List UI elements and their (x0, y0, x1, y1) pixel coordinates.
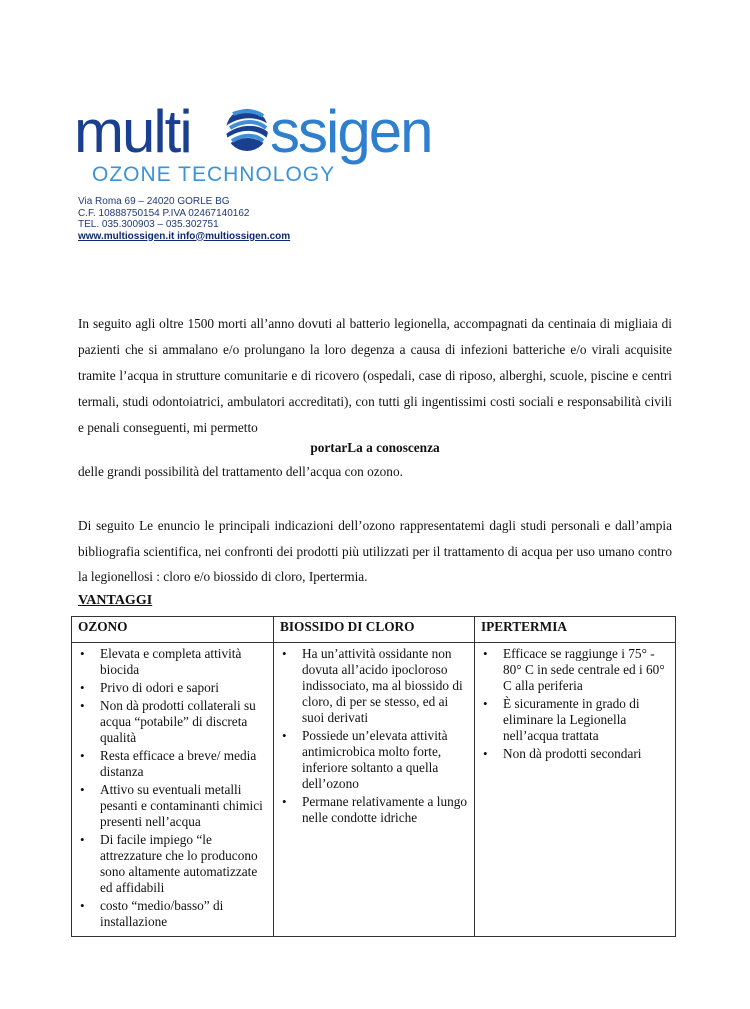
intro-continuation: delle grandi possibilità del trattamento dell’acqua con ozono. (78, 464, 403, 479)
company-logo (70, 92, 470, 187)
biossido-list (278, 646, 470, 826)
cell-biossido (274, 643, 475, 937)
address-phones: TEL. 035.300903 – 035.302751 (78, 219, 219, 230)
address-block (78, 196, 290, 242)
list-item: • Resta efficace a breve/ media distanza (76, 748, 269, 780)
list-item: • Attivo su eventuali metalli pesanti e contaminanti chimici presenti nell’acqua (76, 782, 269, 830)
list-item: • Di facile impiego “le attrezzature che lo producono sono altamente automatizzate ed affidabili (76, 832, 269, 896)
table-row (72, 643, 676, 937)
list-item: • È sicuramente in grado di eliminare la Legionella nell’acqua trattata (479, 696, 671, 744)
emphasis-line: portarLa a conoscenza (310, 440, 440, 455)
list-item: • Privo di odori e sapori (76, 680, 269, 696)
list-item: • costo “medio/basso” di installazione (76, 898, 269, 930)
intro-paragraph: In seguito agli oltre 1500 morti all’anno dovuti al batterio legionella, accompagnati da centinaia di migliaia di pazienti che si ammalano e/o prolungano la loro degenza a causa di infezioni batteriche e/o virali acquisite tramite l’acqua in strutture comunitarie e di ricovero (ospedali, case di riposo, alberghi, scuole, piscine e centri termali, studi odontoiatrici, ambulatori accreditati), con tutti gli ingentissimi costi sociali e responsabilità civili e penali conseguenti, mi permetto (78, 316, 672, 435)
list-item: • Ha un’attività ossidante non dovuta all’acido ipocloroso indissociato, ma al biossido di cloro, di per se stesso, ed ai suoi derivati (278, 646, 470, 726)
header-biossido: BIOSSIDO DI CLORO (274, 617, 475, 643)
header-ozono: OZONO (72, 617, 274, 643)
table-header-row (72, 617, 676, 643)
list-item: • Elevata e completa attività biocida (76, 646, 269, 678)
logo-wordmark-right: ssigen (270, 98, 432, 165)
logo-wordmark-left: multi (74, 98, 191, 165)
ipertermia-list (479, 646, 671, 762)
indications-paragraph: Di seguito Le enuncio le principali indicazioni dell’ozono rappresentatemi dagli studi personali e dall’ampia bibliografia scientifica, nei confronti dei prodotti più utilizzati per il trattamento di acqua per uso umano contro la legionellosi : cloro e/o biossido di cloro, Ipertermia. (78, 518, 672, 584)
list-item: • Non dà prodotti secondari (479, 746, 671, 762)
section-heading-vantaggi: VANTAGGI (78, 593, 153, 608)
logo-globe-icon (226, 109, 268, 151)
ozono-list (76, 646, 269, 930)
address-street: Via Roma 69 – 24020 GORLE BG (78, 196, 230, 207)
cell-ipertermia (475, 643, 676, 937)
list-item: • Non dà prodotti collaterali su acqua “potabile” di discreta qualità (76, 698, 269, 746)
logo-tagline: OZONE TECHNOLOGY (92, 163, 336, 186)
list-item: • Permane relativamente a lungo nelle condotte idriche (278, 794, 470, 826)
address-links[interactable]: www.multiossigen.it info@multiossigen.com (78, 230, 291, 242)
cell-ozono (72, 643, 274, 937)
list-item: • Efficace se raggiunge i 75° - 80° C in sede centrale ed i 60° C alla periferia (479, 646, 671, 694)
logo-graphic (70, 92, 470, 187)
address-tax-codes: C.F. 10888750154 P.IVA 02467140162 (78, 207, 250, 219)
list-item: • Possiede un’elevata attività antimicrobica molto forte, inferiore soltanto a quella dell’ozono (278, 728, 470, 792)
header-ipertermia: IPERTERMIA (475, 617, 676, 643)
comparison-table (71, 616, 676, 937)
